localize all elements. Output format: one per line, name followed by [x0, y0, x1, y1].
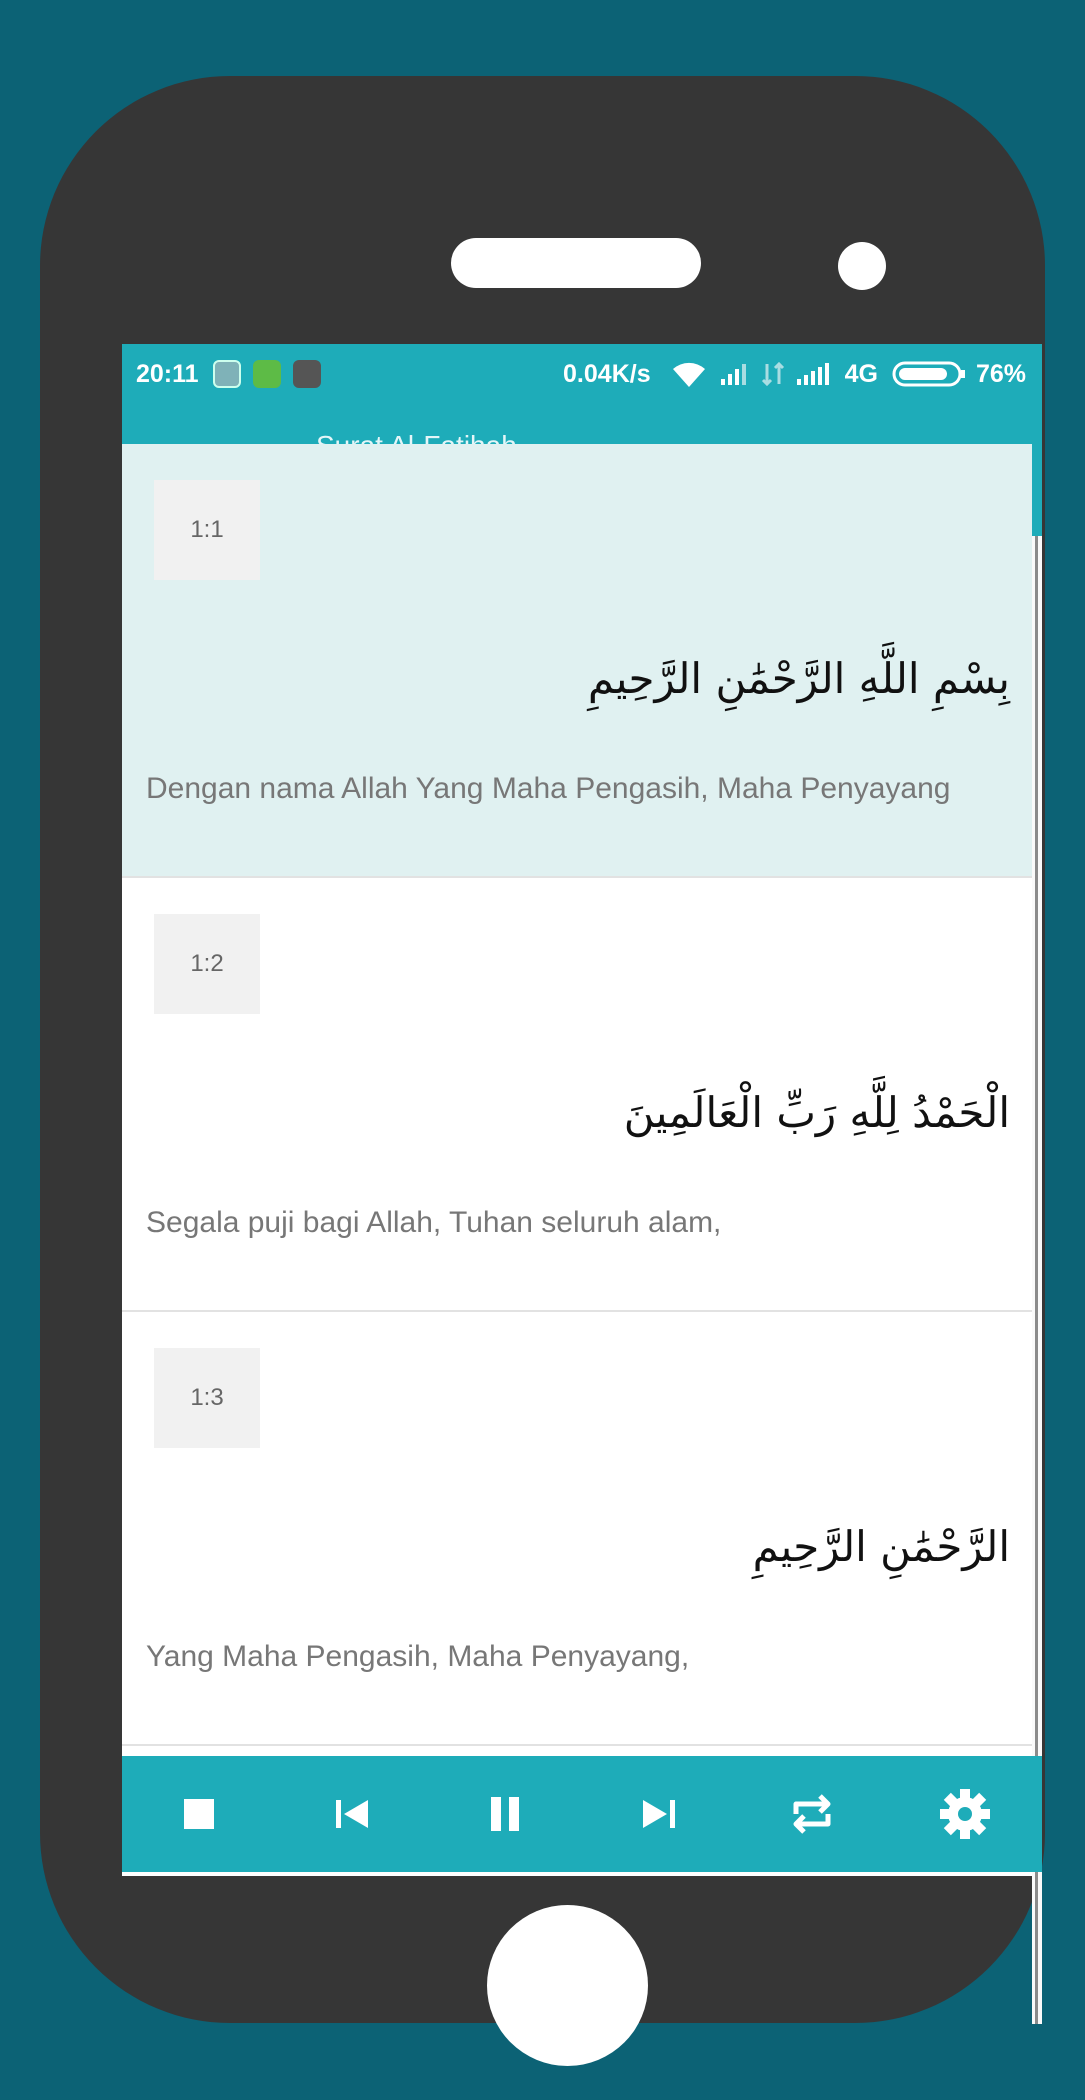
network-speed: 0.04K/s — [563, 359, 651, 388]
verse-arabic-text: الْحَمْدُ لِلَّهِ رَبِّ الْعَالَمِينَ — [623, 1088, 1010, 1137]
data-transfer-icon — [761, 360, 785, 388]
next-button[interactable] — [609, 1764, 709, 1864]
verse-translation: Yang Maha Pengasih, Maha Penyayang, — [146, 1640, 690, 1673]
previous-button[interactable] — [302, 1764, 402, 1864]
signal-icon — [719, 361, 751, 387]
verse-item[interactable] — [122, 444, 1032, 878]
phone-camera — [838, 242, 886, 290]
settings-icon — [938, 1787, 992, 1841]
verse-item[interactable] — [122, 878, 1032, 1312]
status-bar — [122, 344, 1042, 404]
app-notification-icon — [213, 360, 241, 388]
repeat-icon — [788, 1792, 836, 1836]
battery-level: 76% — [975, 359, 1026, 388]
wifi-icon — [669, 359, 709, 389]
phone-speaker — [451, 238, 701, 288]
battery-icon — [892, 360, 966, 388]
repeat-button[interactable] — [762, 1764, 862, 1864]
verse-arabic-text: الرَّحْمَٰنِ الرَّحِيمِ — [752, 1522, 1010, 1571]
pause-button[interactable] — [455, 1764, 555, 1864]
home-button[interactable] — [487, 1905, 648, 2066]
skip-next-icon — [641, 1797, 677, 1831]
stop-icon — [182, 1797, 216, 1831]
verse-number-badge: 1:2 — [154, 914, 260, 1014]
skip-previous-icon — [334, 1797, 370, 1831]
verse-translation: Dengan nama Allah Yang Maha Pengasih, Maha Penyayang — [146, 772, 951, 805]
verse-number-badge: 1:3 — [154, 1348, 260, 1448]
verse-arabic-text: بِسْمِ اللَّهِ الرَّحْمَٰنِ الرَّحِيمِ — [587, 654, 1010, 703]
audio-player-bar — [122, 1756, 1042, 1872]
signal-icon — [795, 361, 835, 387]
pause-icon — [488, 1795, 522, 1833]
settings-button[interactable] — [915, 1764, 1015, 1864]
screen — [122, 344, 1042, 1876]
status-time: 20:11 — [136, 359, 199, 388]
app-notification-icon — [293, 360, 321, 388]
verse-translation: Segala puji bagi Allah, Tuhan seluruh alam, — [146, 1206, 722, 1239]
verse-item[interactable] — [122, 1312, 1032, 1746]
android-notification-icon — [253, 360, 281, 388]
phone-frame — [40, 76, 1045, 2023]
stop-button[interactable] — [149, 1764, 249, 1864]
network-type: 4G — [844, 359, 878, 388]
verse-number-badge: 1:1 — [154, 480, 260, 580]
